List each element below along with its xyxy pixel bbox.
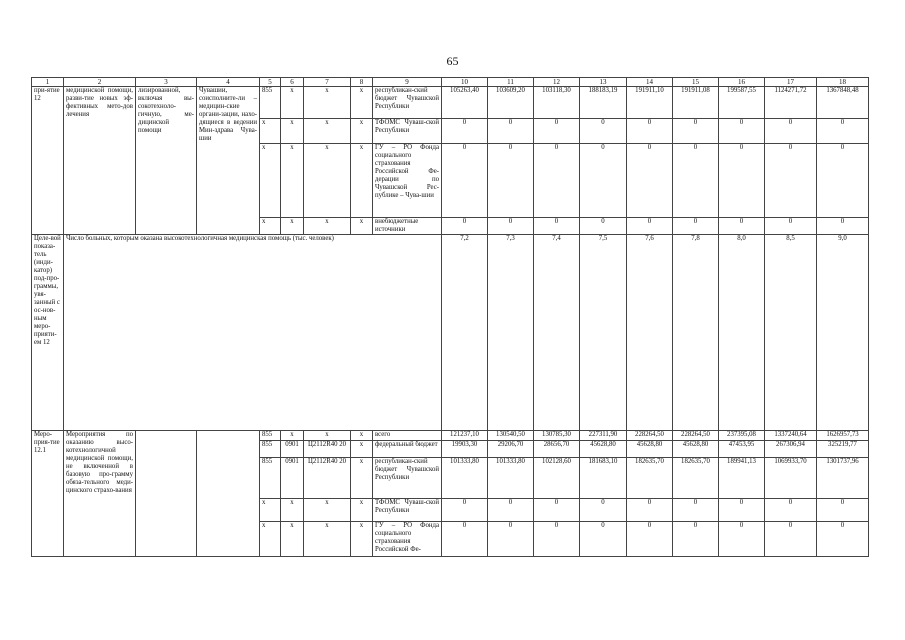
code-type: x xyxy=(351,522,373,557)
funding-source: ТФОМС Чуваш-ской Республики xyxy=(373,119,442,144)
value-cell: 267306,94 xyxy=(765,441,817,458)
funding-source: республикан-ский бюджет Чувашской Республики xyxy=(373,458,442,499)
value-cell: 0 xyxy=(488,119,534,144)
funding-source: республикан-ский бюджет Чувашской Республики xyxy=(373,87,442,119)
code-grbs: x xyxy=(260,522,281,557)
value-cell: 45628,80 xyxy=(627,441,673,458)
column-number: 13 xyxy=(580,78,627,87)
value-cell: 182635,70 xyxy=(673,458,719,499)
indicator-text: Число больных, которым оказана высокотехнологичная медицинская помощь (тыс. человек) xyxy=(64,235,442,431)
value-cell: 1337240,64 xyxy=(765,431,817,441)
value-cell: 181683,10 xyxy=(580,458,627,499)
column-number: 4 xyxy=(197,78,260,87)
column-number: 2 xyxy=(64,78,136,87)
value-cell: 0 xyxy=(488,499,534,522)
value-cell: 29206,70 xyxy=(488,441,534,458)
value-cell: 1367848,48 xyxy=(817,87,869,119)
page-number: 65 xyxy=(446,54,459,68)
value-cell: 102128,60 xyxy=(534,458,580,499)
code-target: x xyxy=(304,87,351,119)
column-number: 5 xyxy=(260,78,281,87)
code-target: x xyxy=(304,144,351,218)
code-grbs: 855 xyxy=(260,431,281,441)
code-grbs: 855 xyxy=(260,87,281,119)
value-cell: 0 xyxy=(534,119,580,144)
code-type: x xyxy=(351,441,373,458)
funding-source: ГУ – РО Фонда социального страхования Российской Фе-дерации по Чувашской Рес-публике – Чува-шии xyxy=(373,144,442,218)
code-target: Ц2112R40 20 xyxy=(304,441,351,458)
value-cell: 188183,19 xyxy=(580,87,627,119)
value-cell: 189941,13 xyxy=(719,458,765,499)
value-cell: 0 xyxy=(442,144,488,218)
code-target: x xyxy=(304,499,351,522)
value-cell: 130785,30 xyxy=(534,431,580,441)
indicator-label: Целе-вой показа-тель (инди-катор) под-про-граммы, увя-занный с ос-нов-ным меро-прияти-ем 12 xyxy=(32,235,64,431)
value-cell: 0 xyxy=(673,499,719,522)
value-cell: 227311,90 xyxy=(580,431,627,441)
value-cell: 0 xyxy=(765,119,817,144)
value-cell: 101333,80 xyxy=(442,458,488,499)
funding-source: всего xyxy=(373,431,442,441)
empty-cell xyxy=(136,431,197,557)
code-section: 0901 xyxy=(281,441,304,458)
indicator-value: 9,0 xyxy=(817,235,869,431)
value-cell: 1626957,73 xyxy=(817,431,869,441)
code-section: x xyxy=(281,499,304,522)
value-cell: 0 xyxy=(817,522,869,557)
value-cell: 105263,40 xyxy=(442,87,488,119)
column-number: 15 xyxy=(673,78,719,87)
value-cell: 101333,80 xyxy=(488,458,534,499)
measure-name: медицинской помощи, разви-тие новых эф-фективных мето-дов лечения xyxy=(64,87,136,235)
indicator-value: 7,4 xyxy=(534,235,580,431)
code-grbs: 855 xyxy=(260,458,281,499)
code-target: x xyxy=(304,218,351,235)
value-cell: 121237,10 xyxy=(442,431,488,441)
indicator-value: 8,5 xyxy=(765,235,817,431)
column-number: 3 xyxy=(136,78,197,87)
code-section: x xyxy=(281,522,304,557)
indicator-value: 7,2 xyxy=(442,235,488,431)
value-cell: 199587,55 xyxy=(719,87,765,119)
value-cell: 0 xyxy=(580,522,627,557)
value-cell: 0 xyxy=(488,218,534,235)
code-target: x xyxy=(304,522,351,557)
value-cell: 0 xyxy=(673,144,719,218)
value-cell: 228264,50 xyxy=(627,431,673,441)
code-target: Ц2112R40 20 xyxy=(304,458,351,499)
column-number: 8 xyxy=(351,78,373,87)
indicator-row xyxy=(32,235,869,431)
value-cell: 0 xyxy=(673,218,719,235)
code-type: x xyxy=(351,119,373,144)
value-cell: 0 xyxy=(534,144,580,218)
code-section: x xyxy=(281,119,304,144)
funding-source: ТФОМС Чуваш-ской Республики xyxy=(373,499,442,522)
code-type: x xyxy=(351,218,373,235)
value-cell: 0 xyxy=(580,119,627,144)
code-grbs: 855 xyxy=(260,441,281,458)
code-type: x xyxy=(351,458,373,499)
value-cell: 191911,08 xyxy=(673,87,719,119)
value-cell: 0 xyxy=(817,119,869,144)
value-cell: 0 xyxy=(488,522,534,557)
code-type: x xyxy=(351,144,373,218)
indicator-value: 7,6 xyxy=(627,235,673,431)
value-cell: 0 xyxy=(627,119,673,144)
funding-source: внебюджетные источники xyxy=(373,218,442,235)
column-number: 9 xyxy=(373,78,442,87)
code-grbs: x xyxy=(260,144,281,218)
value-cell: 45628,80 xyxy=(580,441,627,458)
indicator-value: 7,3 xyxy=(488,235,534,431)
value-cell: 0 xyxy=(817,499,869,522)
value-cell: 0 xyxy=(442,218,488,235)
measure-label: Меро-прия-тие 12.1 xyxy=(32,431,64,557)
value-cell: 0 xyxy=(765,499,817,522)
funding-source: ГУ – РО Фонда социального страхования Российской Фе- xyxy=(373,522,442,557)
value-cell: 0 xyxy=(719,499,765,522)
value-cell: 0 xyxy=(534,522,580,557)
header-row xyxy=(32,78,869,87)
code-target: x xyxy=(304,119,351,144)
code-grbs: x xyxy=(260,119,281,144)
value-cell: 0 xyxy=(765,144,817,218)
value-cell: 0 xyxy=(673,119,719,144)
budget-table xyxy=(31,77,869,557)
column-number: 10 xyxy=(442,78,488,87)
funding-source: федеральный бюджет xyxy=(373,441,442,458)
value-cell: 0 xyxy=(534,218,580,235)
code-target: x xyxy=(304,431,351,441)
value-cell: 0 xyxy=(719,144,765,218)
column-number: 14 xyxy=(627,78,673,87)
value-cell: 182635,70 xyxy=(627,458,673,499)
value-cell: 0 xyxy=(765,218,817,235)
value-cell: 103118,30 xyxy=(534,87,580,119)
value-cell: 0 xyxy=(765,522,817,557)
code-grbs: x xyxy=(260,218,281,235)
value-cell: 0 xyxy=(627,499,673,522)
column-number: 11 xyxy=(488,78,534,87)
code-grbs: x xyxy=(260,499,281,522)
column-number: 12 xyxy=(534,78,580,87)
column-number: 6 xyxy=(281,78,304,87)
value-cell: 0 xyxy=(580,499,627,522)
value-cell: 191911,10 xyxy=(627,87,673,119)
code-section: x xyxy=(281,218,304,235)
value-cell: 0 xyxy=(488,144,534,218)
table-row xyxy=(32,431,869,441)
value-cell: 0 xyxy=(817,144,869,218)
column-number: 16 xyxy=(719,78,765,87)
indicator-value: 8,0 xyxy=(719,235,765,431)
code-type: x xyxy=(351,87,373,119)
value-cell: 0 xyxy=(442,499,488,522)
value-cell: 0 xyxy=(719,218,765,235)
value-cell: 228264,50 xyxy=(673,431,719,441)
column-number: 17 xyxy=(765,78,817,87)
column-number: 1 xyxy=(32,78,64,87)
value-cell: 103609,20 xyxy=(488,87,534,119)
value-cell: 0 xyxy=(719,119,765,144)
executor: Чувашии, соисполните-ли – медицин-ские органи-зации, нахо-дящиеся в ведении Мин-здрава Чува-шии xyxy=(197,87,260,235)
empty-cell xyxy=(197,431,260,557)
table-row xyxy=(32,87,869,119)
value-cell: 1069933,70 xyxy=(765,458,817,499)
measure-name: Мероприятия по оказанию высо-котехнологичной медицинской помощи, не включенной в базовую про-грамму обяза-тельного меди-цинского страхо-вания xyxy=(64,431,136,557)
value-cell: 28656,70 xyxy=(534,441,580,458)
value-cell: 0 xyxy=(817,218,869,235)
value-cell: 0 xyxy=(580,144,627,218)
code-section: x xyxy=(281,431,304,441)
code-section: x xyxy=(281,144,304,218)
value-cell: 0 xyxy=(673,522,719,557)
code-type: x xyxy=(351,431,373,441)
indicator-value: 7,5 xyxy=(580,235,627,431)
value-cell: 0 xyxy=(627,522,673,557)
value-cell: 1124271,72 xyxy=(765,87,817,119)
value-cell: 19903,30 xyxy=(442,441,488,458)
value-cell: 0 xyxy=(534,499,580,522)
value-cell: 237395,08 xyxy=(719,431,765,441)
measure-goal: лизированной, включая вы-сокотехноло-гичную, ме-дицинской помощи xyxy=(136,87,197,235)
value-cell: 0 xyxy=(719,522,765,557)
value-cell: 0 xyxy=(627,218,673,235)
code-section: x xyxy=(281,87,304,119)
value-cell: 0 xyxy=(627,144,673,218)
column-number: 7 xyxy=(304,78,351,87)
value-cell: 0 xyxy=(442,119,488,144)
value-cell: 130540,50 xyxy=(488,431,534,441)
value-cell: 325219,77 xyxy=(817,441,869,458)
value-cell: 0 xyxy=(442,522,488,557)
measure-label: при-ятие 12 xyxy=(32,87,64,235)
value-cell: 45628,80 xyxy=(673,441,719,458)
column-number: 18 xyxy=(817,78,869,87)
code-type: x xyxy=(351,499,373,522)
code-section: 0901 xyxy=(281,458,304,499)
indicator-value: 7,8 xyxy=(673,235,719,431)
value-cell: 0 xyxy=(580,218,627,235)
value-cell: 1301737,96 xyxy=(817,458,869,499)
value-cell: 47453,95 xyxy=(719,441,765,458)
